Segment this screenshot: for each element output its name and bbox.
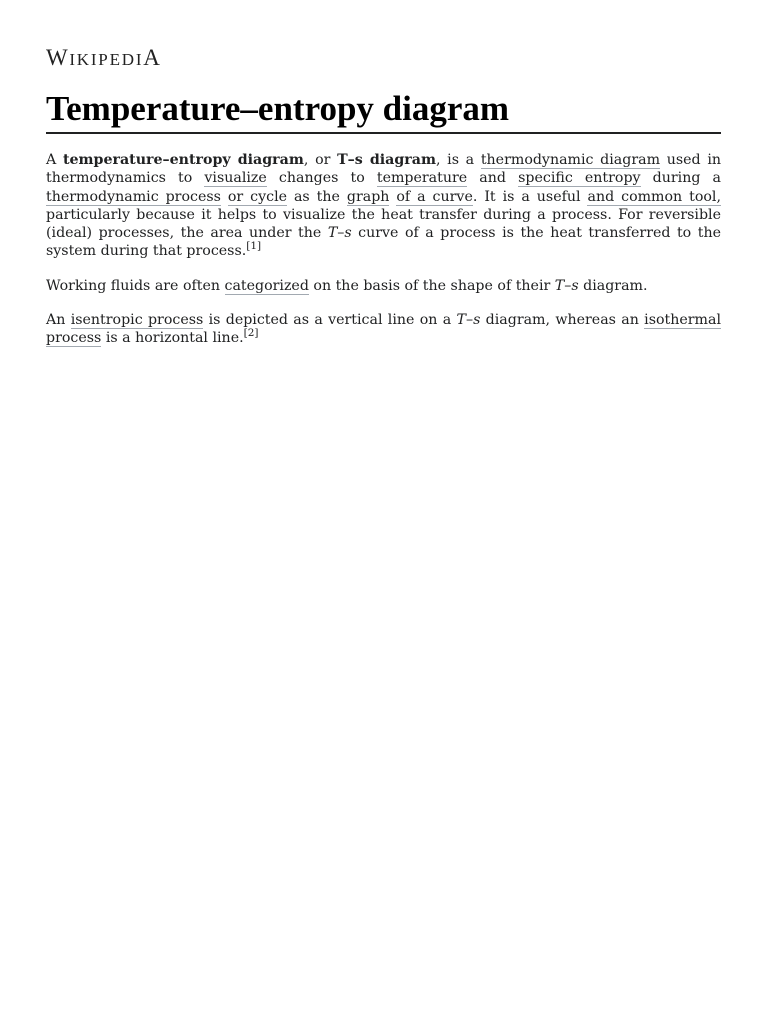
intro-paragraph	[46, 151, 721, 261]
text: . It is a useful	[472, 188, 588, 205]
link-thermodynamic-diagram[interactable]: thermodynamic diagram	[480, 152, 661, 168]
text: –	[465, 312, 474, 329]
link-isothermal-process[interactable]: isothermal process	[46, 312, 721, 347]
bold-term-ts-diagram: T–s diagram	[337, 152, 436, 168]
bold-term-temperature-entropy-diagram: temperature–entropy diagram	[62, 152, 304, 168]
italic-T: T	[456, 312, 466, 329]
logo-final: A	[143, 45, 162, 70]
text: during a	[640, 170, 722, 187]
link-isentropic-process[interactable]: isentropic process	[70, 312, 204, 329]
link-graph[interactable]: graph	[346, 188, 390, 205]
working-fluids-paragraph	[46, 277, 721, 295]
citation-2-link[interactable]: [2]	[243, 326, 259, 339]
italic-s: s	[344, 225, 352, 242]
wikipedia-logo[interactable]	[46, 44, 721, 74]
text: as the	[287, 188, 347, 205]
page-title: Temperature–entropy diagram	[46, 88, 721, 134]
text: and	[467, 170, 519, 187]
text: Working fluids are often	[46, 277, 225, 294]
text	[221, 189, 228, 205]
italic-T: T	[327, 225, 338, 242]
text: , is a	[435, 152, 481, 168]
text: –	[564, 277, 572, 294]
logo-initial: W	[46, 45, 70, 70]
italic-s: s	[571, 277, 579, 294]
isentropic-paragraph	[46, 311, 721, 348]
italic-s: s	[473, 312, 481, 329]
text: , or	[303, 152, 338, 168]
text: diagram.	[578, 277, 648, 294]
citation-1-link[interactable]: [1]	[246, 239, 262, 252]
text: is a horizontal line.	[101, 330, 244, 347]
link-or-cycle[interactable]: or cycle	[227, 188, 288, 205]
citation-1[interactable]	[246, 240, 261, 252]
link-thermodynamic-process[interactable]: thermodynamic process	[46, 188, 221, 205]
article-page	[46, 44, 721, 348]
link-of-a-curve[interactable]: of a curve	[396, 188, 473, 205]
text: particularly because it helps to visualize the heat transfer during a process. For reversible (ideal) processes, the area under the	[46, 206, 721, 242]
text: changes to	[266, 170, 377, 187]
citation-2[interactable]	[244, 327, 259, 339]
italic-T: T	[554, 277, 565, 294]
text: used in thermodynamics to	[46, 152, 722, 187]
link-and-common-tool[interactable]: and common tool,	[587, 188, 721, 205]
link-categorized[interactable]: categorized	[224, 277, 309, 294]
link-specific-entropy[interactable]: specific entropy	[518, 170, 641, 187]
logo-smallcaps: IKIPEDI	[69, 50, 144, 69]
text: curve of a process is the heat transferred to the system during that process.	[46, 225, 721, 260]
text: is depicted as a vertical line on a	[203, 312, 457, 329]
text: –	[337, 225, 345, 242]
text: A	[46, 152, 63, 168]
link-temperature[interactable]: temperature	[376, 170, 468, 187]
text: diagram, whereas an	[480, 312, 645, 329]
link-visualize[interactable]: visualize	[204, 170, 267, 187]
text: on the basis of the shape of their	[308, 277, 555, 294]
text: An	[46, 312, 71, 329]
